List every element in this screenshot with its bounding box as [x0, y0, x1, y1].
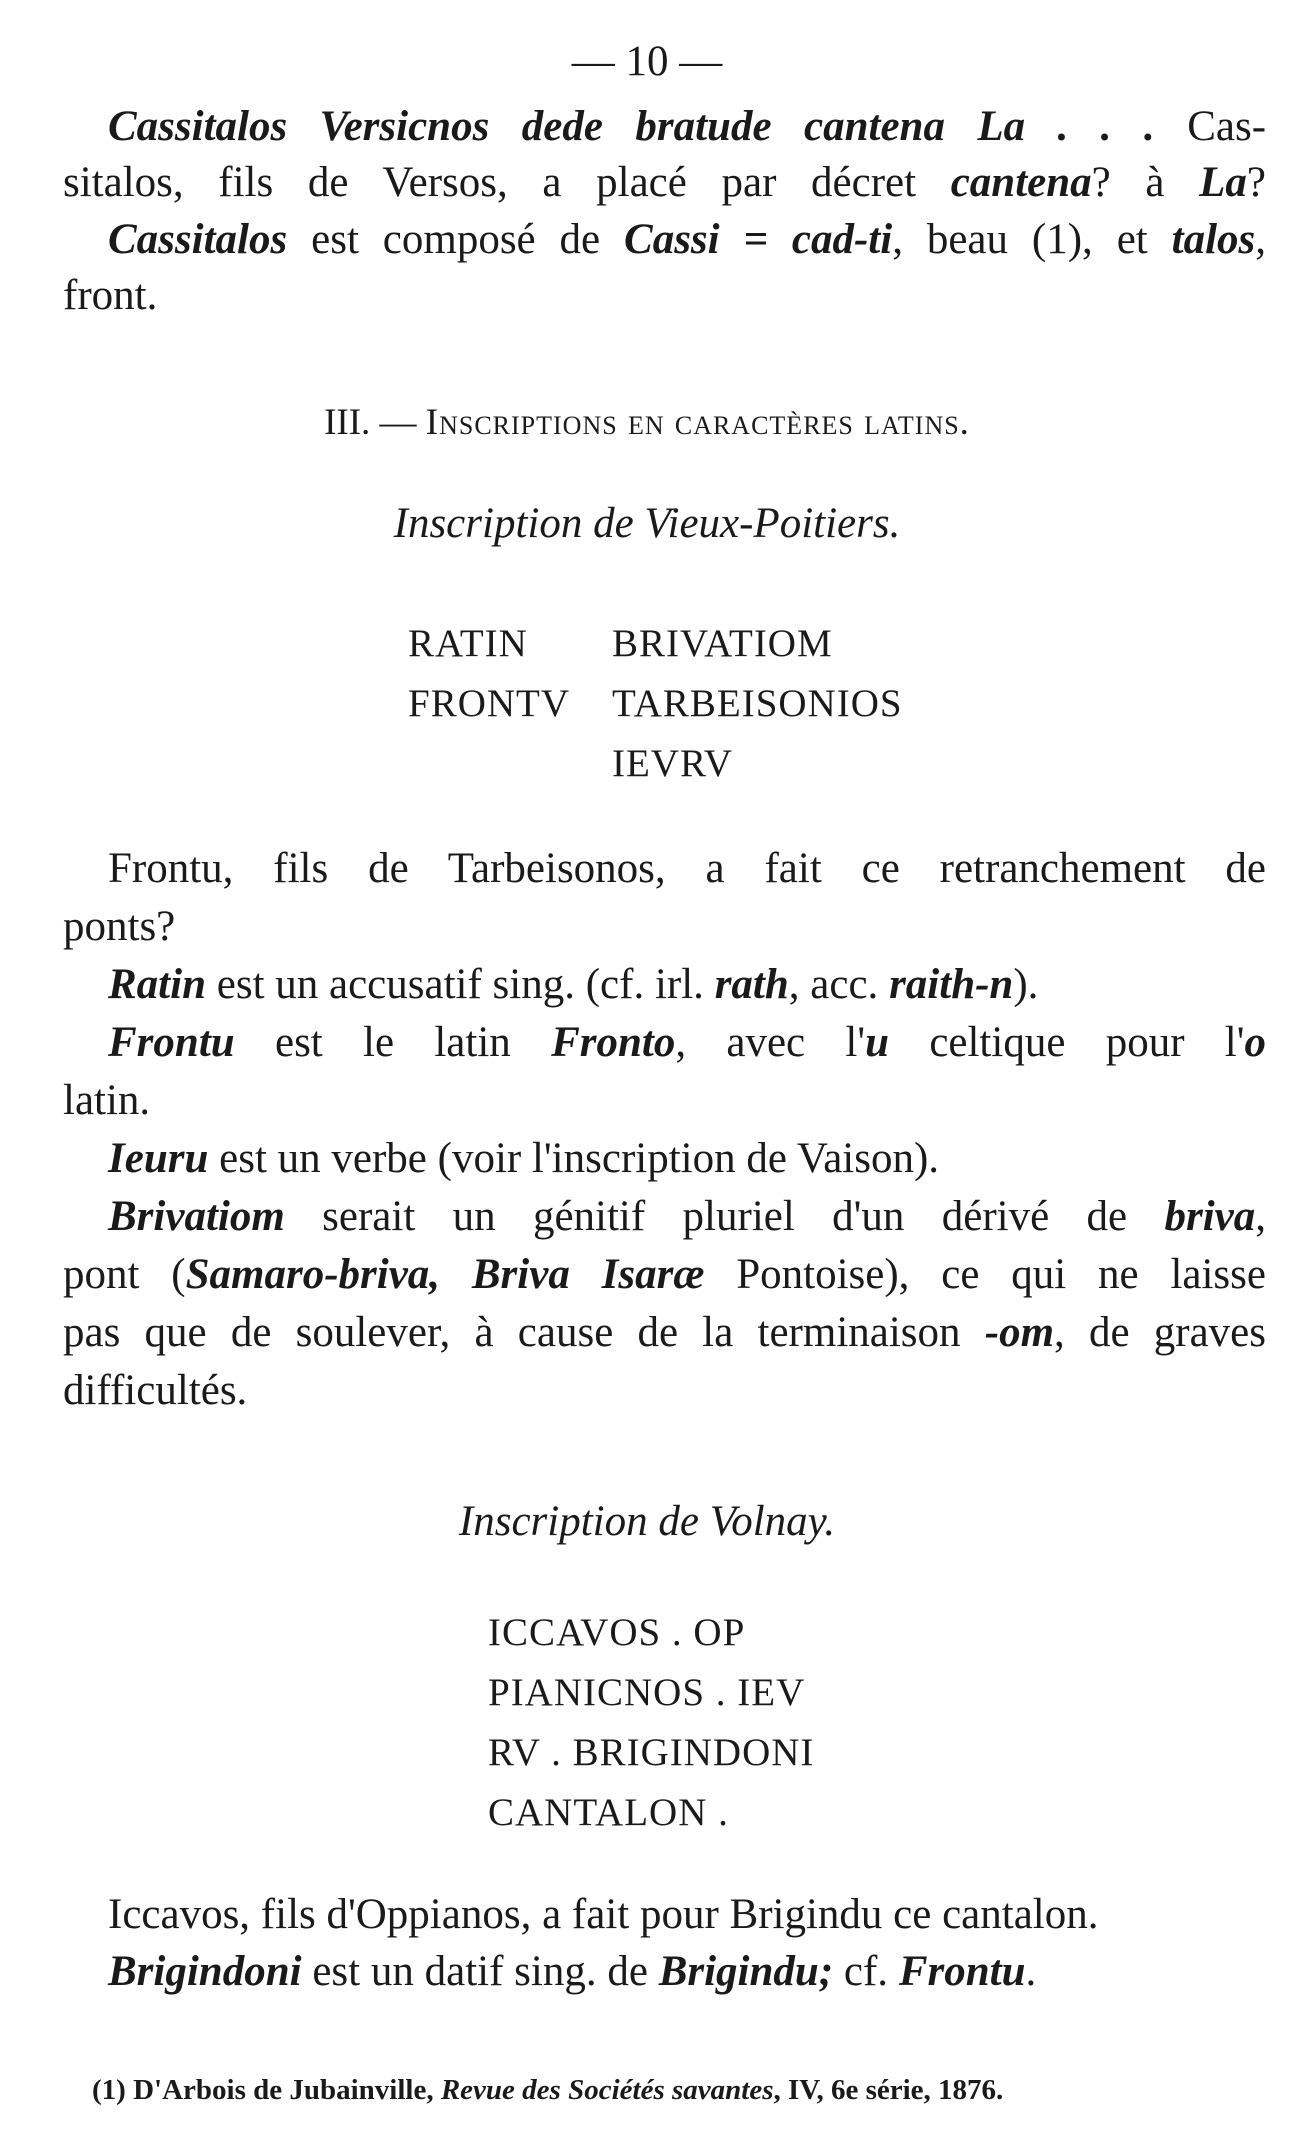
- inscription-title: Inscription de Volnay.: [458, 1498, 836, 1545]
- inscription-text: PIANICNOS . IEV: [488, 1671, 806, 1714]
- paragraph-line: Frontu, fils de Tarbeisonos, a fait ce retranchement de: [108, 845, 1266, 892]
- footnote: (1) D'Arbois de Jubainville, Revue des Sociétés savantes, IV, 6e série, 1876.: [92, 2074, 1004, 2106]
- paragraph-line: Ieuru est un verbe (voir l'inscription de Vaison).: [108, 1135, 940, 1182]
- paragraph-line: front.: [63, 272, 158, 319]
- inscription-text: IEVRV: [612, 742, 734, 785]
- paragraph-line: Cassitalos est composé de Cassi = cad-ti, beau (1), et talos,: [108, 216, 1267, 263]
- inscription-text: ICCAVOS . OP: [488, 1611, 746, 1654]
- paragraph-line: Brivatiom serait un génitif pluriel d'un dérivé de briva,: [108, 1193, 1266, 1240]
- paragraph-line: latin.: [63, 1077, 151, 1124]
- inscription-text: FRONTV: [408, 682, 571, 725]
- paragraph-line: pont (Samaro-briva, Briva Isaræ Pontoise), ce qui ne laisse: [63, 1251, 1266, 1298]
- paragraph-line: Ratin est un accusatif sing. (cf. irl. rath, acc. raith-n).: [108, 961, 1039, 1008]
- paragraph-line: pas que de soulever, à cause de la terminaison -om, de graves: [63, 1309, 1266, 1356]
- paragraph-line: sitalos, fils de Versos, a placé par décret cantena? à La?: [63, 159, 1266, 206]
- paragraph-line: Brigindoni est un datif sing. de Brigindu; cf. Frontu.: [108, 1948, 1037, 1995]
- inscription-text: TARBEISONIOS: [612, 682, 903, 725]
- inscription-text: RATIN: [408, 622, 528, 665]
- section-heading: III. — Inscriptions en caractères latins.: [324, 402, 970, 443]
- paragraph-line: Iccavos, fils d'Oppianos, a fait pour Brigindu ce cantalon.: [108, 1891, 1099, 1938]
- inscription-text: BRIVATIOM: [612, 622, 833, 665]
- paragraph-line: difficultés.: [63, 1367, 248, 1414]
- paragraph-line: ponts?: [63, 903, 176, 950]
- paragraph-line: Frontu est le latin Fronto, avec l'u celtique pour l'o: [108, 1019, 1266, 1066]
- page-number: — 10 —: [571, 38, 723, 85]
- inscription-text: CANTALON .: [488, 1791, 729, 1834]
- inscription-title: Inscription de Vieux-Poitiers.: [393, 500, 901, 547]
- inscription-text: RV . BRIGINDONI: [488, 1731, 815, 1774]
- paragraph-line: Cassitalos Versicnos dede bratude cantena La . . . Cas-: [108, 103, 1267, 150]
